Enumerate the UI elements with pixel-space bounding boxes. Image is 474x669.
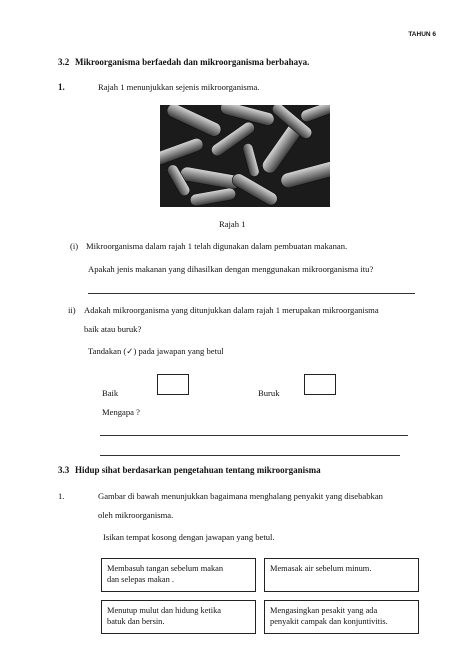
prevention-box-line1: Menutup mulut dan hidung ketika — [107, 606, 221, 615]
section-3-3-title: Hidup sihat berdasarkan pengetahuan tentang mikroorganisma — [75, 465, 321, 475]
figure-caption: Rajah 1 — [219, 219, 246, 229]
part-i-text: Mikroorganisma dalam rajah 1 telah digunakan dalam pembuatan makanan. — [86, 241, 348, 251]
part-ii-label: ii) — [68, 305, 76, 315]
tick-instruction: Tandakan (✓) pada jawapan yang betul — [88, 346, 224, 356]
answer-line-why-1[interactable] — [100, 435, 408, 436]
option-good-checkbox[interactable] — [157, 374, 189, 395]
answer-line-part-i[interactable] — [88, 293, 415, 294]
section-3-2-number: 3.2 — [58, 57, 70, 67]
prevention-box-line2: penyakit campak dan konjuntivitis. — [270, 617, 388, 626]
grade-header: TAHUN 6 — [408, 31, 436, 38]
prevention-box-line1: Membasuh tangan sebelum makan — [107, 564, 224, 573]
question-1-number: 1. — [58, 82, 65, 92]
part-i-label: (i) — [70, 241, 79, 251]
question-3-3-1-text-line2: oleh mikroorganisma. — [98, 510, 174, 520]
option-good-label: Baik — [102, 388, 119, 398]
prevention-box-cover-mouth — [101, 600, 256, 634]
prevention-box-line2: dan selepas makan . — [107, 575, 174, 584]
why-label: Mengapa ? — [102, 407, 140, 417]
prevention-box-line2: batuk dan bersin. — [107, 617, 165, 626]
prevention-box-boil-water — [264, 558, 419, 592]
option-bad-label: Buruk — [258, 388, 280, 398]
prevention-box-line1: Mengasingkan pesakit yang ada — [270, 606, 378, 615]
question-1-intro: Rajah 1 menunjukkan sejenis mikroorganisma. — [98, 82, 260, 92]
section-3-3-number: 3.3 — [58, 465, 70, 475]
prevention-box-line1: Memasak air sebelum minum. — [270, 564, 372, 573]
question-3-3-1-number: 1. — [58, 491, 65, 501]
question-3-3-1-instruction: Isikan tempat kosong dengan jawapan yang betul. — [103, 532, 275, 542]
prevention-box-isolate-patient — [264, 600, 419, 634]
part-i-question: Apakah jenis makanan yang dihasilkan dengan menggunakan mikroorganisma itu? — [88, 264, 374, 274]
part-ii-text-line1: Adakah mikroorganisma yang ditunjukkan dalam rajah 1 merupakan mikroorganisma — [84, 305, 379, 315]
bacteria-micrograph-image — [160, 105, 330, 207]
section-3-2-title: Mikroorganisma berfaedah dan mikroorganisma berbahaya. — [75, 57, 310, 67]
question-3-3-1-text-line1: Gambar di bawah menunjukkan bagaimana menghalang penyakit yang disebabkan — [98, 491, 383, 501]
part-ii-text-line2: baik atau buruk? — [84, 324, 142, 334]
prevention-box-handwashing — [101, 558, 256, 592]
bacteria-rods-illustration — [160, 105, 330, 207]
option-bad-checkbox[interactable] — [304, 374, 336, 395]
answer-line-why-2[interactable] — [100, 455, 400, 456]
